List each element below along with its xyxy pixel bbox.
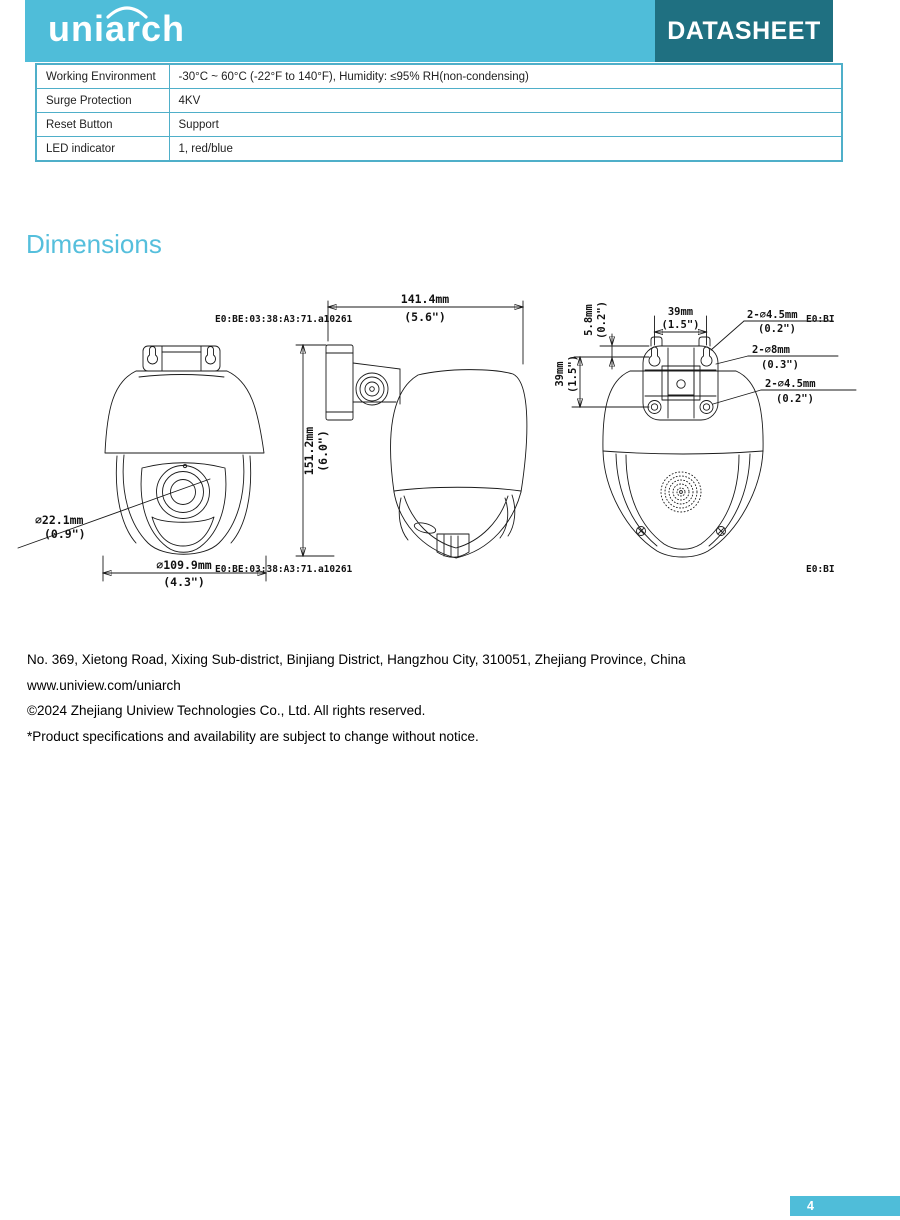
header-bar [25,0,833,62]
side-hinge-connector [356,373,388,405]
disclaimer-note: *Product specifications and availability are subject to change without notice. [27,728,479,744]
speaker-grille [661,472,701,512]
spec-label: LED indicator [36,137,169,162]
back-top-holes-inch-label: (0.2") [758,323,796,335]
company-address: No. 369, Xietong Road, Xixing Sub-district, Binjiang District, Hangzhou City, 310051, Zhejiang Province, China [27,652,686,667]
side-view-drawing [296,292,527,558]
front-lens [157,464,210,518]
front-lens-diameter-inch-label: (0.9") [44,527,86,541]
front-view-drawing [18,346,266,589]
table-row [36,137,842,162]
back-bottom-holes-label: 2-∅4.5mm [765,378,816,390]
section-title: Dimensions [26,229,162,259]
datasheet-label: DATASHEET [667,16,821,45]
datasheet-badge [655,0,833,62]
page-number-badge [790,1196,900,1216]
side-camera-body [391,370,527,558]
spec-value: Support [169,113,842,137]
back-hole-span-width-inch-label: (1.5") [661,319,700,331]
back-bottom-holes-inch-label: (0.2") [776,393,814,405]
back-hole-span-height-inch-label: (1.5") [567,355,579,393]
front-mount-bracket [143,346,220,371]
back-view-drawing [554,301,856,557]
front-dome-outline [105,371,264,453]
back-offset-inch-label: (0.2") [596,301,608,339]
uniarch-logo: uniarch [48,8,186,49]
footer [27,653,686,755]
spec-value: 4KV [169,89,842,113]
back-hole-span-width-label: 39mm [667,306,694,318]
mac-watermark: E0:BE:03:38:A3:71.a10261 [215,314,353,325]
front-base-diameter-label: ∅109.9mm [156,558,212,572]
side-height-label: 151.2mm [302,426,316,476]
logo-arch-icon [105,4,149,20]
back-top-holes-label: 2-∅4.5mm [747,309,798,321]
side-width-inch-label: (5.6") [404,310,446,324]
side-height-dimension [296,345,334,556]
page-number: 4 [807,1199,814,1213]
back-hole-span-height-dimension [554,355,649,407]
spec-value: -30°C ~ 60°C (-22°F to 140°F), Humidity: ≤95% RH(non-condensing) [169,64,842,89]
front-lens-diameter-label: ∅22.1mm [35,513,84,527]
side-width-label: 141.4mm [400,292,450,306]
back-camera-body [603,371,763,557]
back-offset-dimension [574,301,649,369]
back-offset-label: 5.8mm [583,304,595,336]
spec-label: Reset Button [36,113,169,137]
mac-watermark-fragment: E0:BI [806,314,835,325]
spec-label: Surge Protection [36,89,169,113]
back-hole-span-height-label: 39mm [554,361,566,387]
back-large-holes-callout [716,344,838,371]
mac-watermark: E0:BE:03:38:A3:71.a10261 [215,564,353,575]
side-width-dimension [328,292,523,364]
spec-value: 1, red/blue [169,137,842,162]
side-wall-bracket [326,345,400,420]
back-large-holes-label: 2-∅8mm [752,344,790,356]
company-website: www.uniview.com/uniarch [27,677,181,693]
dimension-drawings [0,285,900,605]
spec-label: Working Environment [36,64,169,89]
copyright-notice: ©2024 Zhejiang Uniview Technologies Co., Ltd. All rights reserved. [27,703,426,718]
spec-table [35,63,843,162]
mac-watermark-fragment: E0:BI [806,564,835,575]
back-large-holes-inch-label: (0.3") [761,359,799,371]
table-row [36,113,842,137]
table-row [36,64,842,89]
side-height-inch-label: (6.0") [316,430,330,472]
table-row [36,89,842,113]
back-mounting-plate [643,337,718,420]
back-bottom-holes-callout [713,378,856,405]
front-base-diameter-inch-label: (4.3") [163,575,205,589]
